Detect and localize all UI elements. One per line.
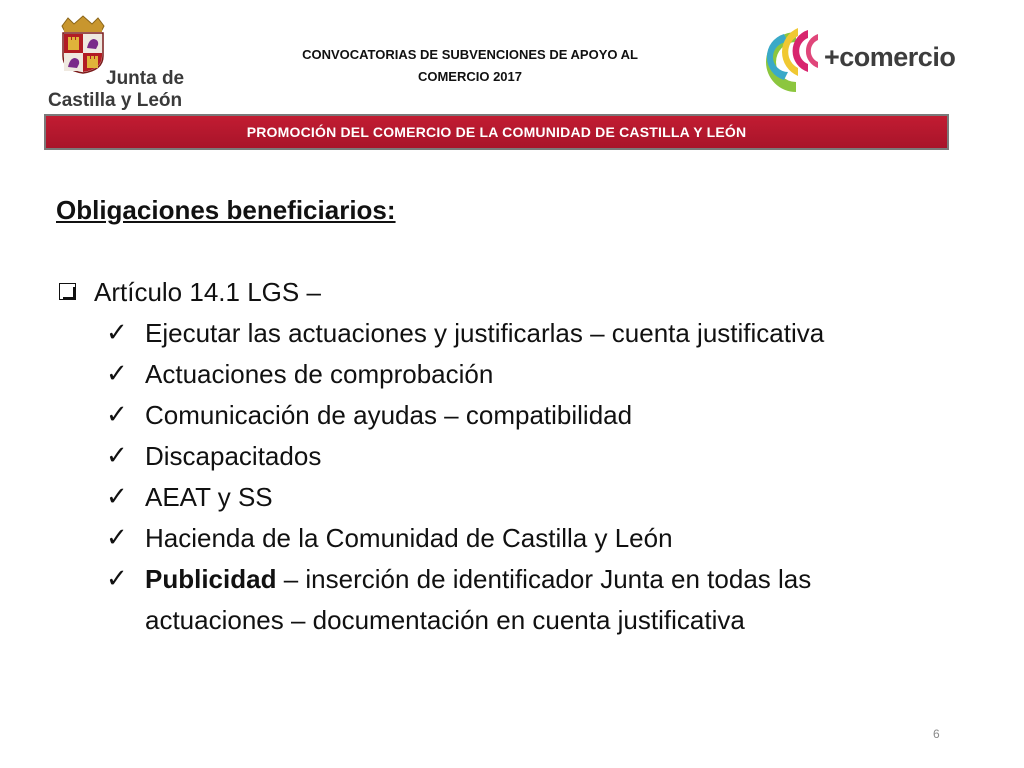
check-icon: ✓ <box>106 564 128 594</box>
header-title-line1: CONVOCATORIAS DE SUBVENCIONES DE APOYO AL <box>302 47 638 62</box>
logo-text-line1: Junta de <box>106 68 185 89</box>
list-item <box>56 354 956 395</box>
list-item-text: Actuaciones de comprobación <box>145 359 494 389</box>
list-item <box>56 436 956 477</box>
check-icon: ✓ <box>106 400 128 430</box>
brand-text: +comercio <box>824 42 956 72</box>
list-item-bold-text: Publicidad <box>145 564 277 594</box>
obligations-list <box>56 313 956 641</box>
banner-text: PROMOCIÓN DEL COMERCIO DE LA COMUNIDAD DE CASTILLA Y LEÓN <box>246 124 747 140</box>
mas-comercio-logo <box>748 24 960 100</box>
header-title-line2: COMERCIO 2017 <box>417 69 523 84</box>
list-item <box>56 559 956 641</box>
list-item <box>56 313 956 354</box>
page-number: 6 <box>933 727 940 741</box>
section-banner <box>44 114 949 150</box>
article-item <box>56 272 956 313</box>
slide-content <box>56 190 956 641</box>
junta-castilla-leon-logo <box>44 12 194 111</box>
list-item-text: Discapacitados <box>145 441 322 471</box>
header-title <box>255 44 685 88</box>
list-item-text: Ejecutar las actuaciones y justificarlas – cuenta justificativa <box>145 318 825 348</box>
check-icon: ✓ <box>106 359 128 389</box>
check-icon: ✓ <box>106 523 128 553</box>
check-icon: ✓ <box>106 482 128 512</box>
slide-heading: Obligaciones beneficiarios: <box>56 195 396 225</box>
article-text: Artículo 14.1 LGS – <box>94 277 321 307</box>
list-item <box>56 395 956 436</box>
list-item-text: Comunicación de ayudas – compatibilidad <box>145 400 633 430</box>
logo-text-line2: Castilla y León <box>48 90 183 111</box>
check-icon: ✓ <box>106 318 128 348</box>
list-item-text: AEAT y SS <box>145 482 273 512</box>
coat-of-arms-icon <box>56 14 110 74</box>
list-item-text: Hacienda de la Comunidad de Castilla y León <box>145 523 673 553</box>
list-item <box>56 518 956 559</box>
check-icon: ✓ <box>106 441 128 471</box>
checkbox-bullet-icon <box>59 283 76 300</box>
list-item-text: – inserción de identificador Junta en todas las actuaciones – documentación en cuenta justificativa <box>145 564 812 635</box>
list-item <box>56 477 956 518</box>
